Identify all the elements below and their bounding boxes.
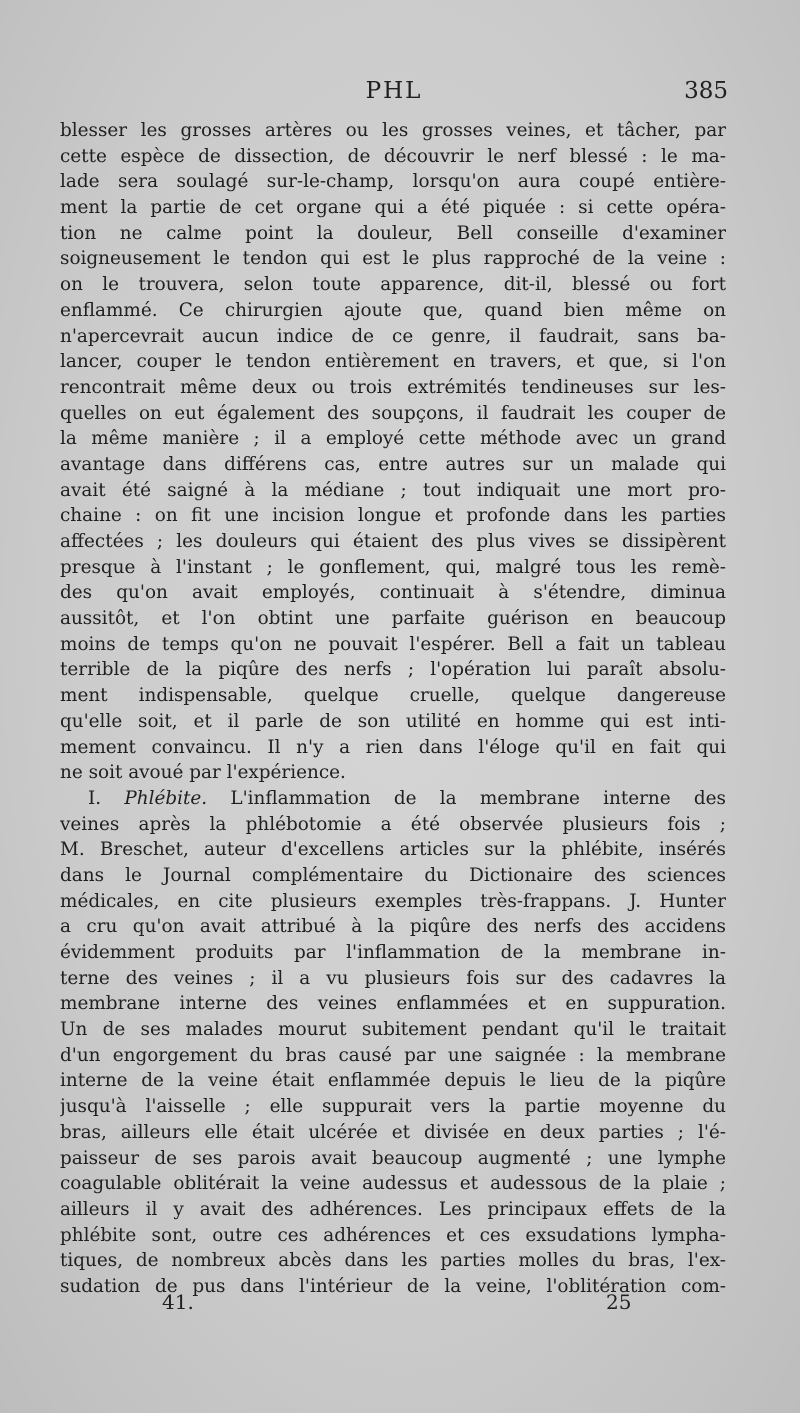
text-line: d'un engorgement du bras causé par une saignée : la membrane	[60, 1044, 726, 1066]
text-line: interne de la veine était enflammée depuis le lieu de la piqûre	[60, 1070, 726, 1092]
text-line: quelles on eut également des soupçons, il faudrait les couper de	[60, 402, 726, 424]
text-line: tion ne calme point la douleur, Bell conseille d'examiner	[60, 222, 726, 244]
text-line: Un de ses malades mourut subitement pendant qu'il le traitait	[60, 1019, 726, 1041]
body-text	[60, 118, 726, 1300]
page-header	[60, 78, 728, 110]
text-line: rencontrait même deux ou trois extrémités tendineuses sur les-	[60, 376, 726, 398]
text-line: lancer, couper le tendon entièrement en travers, et que, si l'on	[60, 351, 726, 373]
text-line: ment indispensable, quelque cruelle, quelque dangereuse	[60, 685, 726, 707]
text-line: a cru qu'on avait attribué à la piqûre des nerfs des accidens	[60, 916, 726, 938]
text-line: la même manière ; il a employé cette méthode avec un grand	[60, 428, 726, 450]
sheet-number: 25	[606, 1290, 632, 1314]
text-line: paisseur de ses parois avait beaucoup augmenté ; une lymphe	[60, 1147, 726, 1169]
text-line: avantage dans différens cas, entre autres sur un malade qui	[60, 453, 726, 475]
text-line: M. Breschet, auteur d'excellens articles sur la phlébite, insérés	[60, 839, 726, 861]
text-line: tiques, de nombreux abcès dans les parties molles du bras, l'ex-	[60, 1250, 726, 1272]
text-line: presque à l'instant ; le gonflement, qui, malgré tous les remè-	[60, 556, 726, 578]
text-line: évidemment produits par l'inflammation de la membrane in-	[60, 942, 726, 963]
text-line: qu'elle soit, et il parle de son utilité en homme qui est inti-	[60, 710, 726, 732]
section-number: I.	[88, 787, 102, 809]
text-line: affectées ; les douleurs qui étaient des plus vives se dissipèrent	[60, 531, 726, 552]
text-line: on le trouvera, selon toute apparence, dit-il, blessé ou fort	[60, 274, 726, 296]
text-line: chaine : on fit une incision longue et profonde dans les parties	[60, 505, 726, 527]
text-line: cette espèce de dissection, de découvrir le nerf blessé : le ma-	[60, 145, 726, 167]
text-line: médicales, en cite plusieurs exemples très-frappans. J. Hunter	[60, 890, 726, 912]
text-line: membrane interne des veines enflammées et en suppuration.	[60, 993, 726, 1015]
section-title: Phlébite.	[124, 787, 208, 809]
text-line: coagulable oblitérait la veine audessus et audessous de la plaie ;	[60, 1173, 726, 1195]
running-title: PHL	[365, 78, 423, 104]
page-number: 385	[684, 78, 728, 104]
text-line: ailleurs il y avait des adhérences. Les principaux effets de la	[60, 1198, 726, 1220]
text-line: veines après la phlébotomie a été observée plusieurs fois ;	[60, 813, 726, 835]
text-line: n'apercevrait aucun indice de ce genre, il faudrait, sans ba-	[60, 325, 726, 347]
text-line: soigneusement le tendon qui est le plus rapproché de la veine :	[60, 248, 726, 270]
text-line: phlébite sont, outre ces adhérences et ces exsudations lympha-	[60, 1224, 726, 1246]
text-line: moins de temps qu'on ne pouvait l'espérer. Bell a fait un tableau	[60, 633, 726, 655]
text-line: enflammé. Ce chirurgien ajoute que, quand bien même on	[60, 299, 726, 321]
text-line: terrible de la piqûre des nerfs ; l'opération lui paraît absolu-	[60, 659, 726, 681]
text-line: aussitôt, et l'on obtint une parfaite guérison en beaucoup	[60, 608, 726, 630]
text-line: sudation de pus dans l'intérieur de la veine, l'oblitération com-	[60, 1275, 726, 1297]
text-line: dans le Journal complémentaire du Dictionaire des sciences	[60, 864, 726, 886]
text-line: mement convaincu. Il n'y a rien dans l'éloge qu'il en fait qui	[60, 736, 726, 758]
text-line: bras, ailleurs elle était ulcérée et divisée en deux parties ; l'é-	[60, 1121, 726, 1143]
text-line: L'inflammation de la membrane interne des	[230, 787, 726, 809]
signature-mark: 41.	[162, 1290, 194, 1314]
text-line: blesser les grosses artères ou les grosses veines, et tâcher, par	[60, 120, 726, 141]
section-heading-line	[60, 786, 726, 812]
text-line: lade sera soulagé sur-le-champ, lorsqu'on aura coupé entière-	[60, 171, 726, 193]
text-line: ment la partie de cet organe qui a été piquée : si cette opéra-	[60, 197, 726, 219]
text-line: avait été saigné à la médiane ; tout indiquait une mort pro-	[60, 479, 726, 501]
text-line: terne des veines ; il a vu plusieurs fois sur des cadavres la	[60, 967, 726, 989]
text-line: jusqu'à l'aisselle ; elle suppurait vers la partie moyenne du	[60, 1096, 726, 1118]
page-footer	[0, 1290, 800, 1320]
text-line: ne soit avoué par l'expérience.	[60, 762, 346, 784]
text-line: des qu'on avait employés, continuait à s'étendre, diminua	[60, 582, 726, 604]
